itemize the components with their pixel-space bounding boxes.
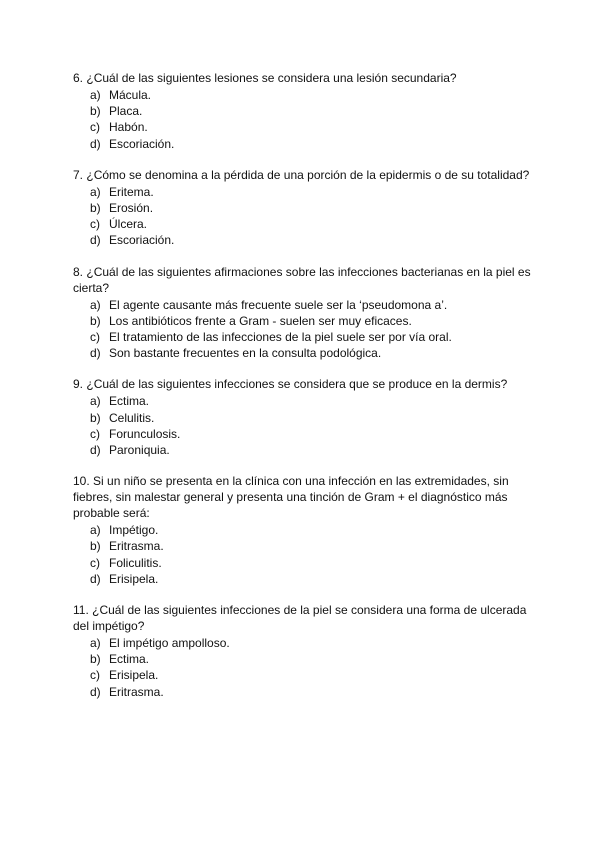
option-letter: b) [90,313,101,328]
option-text: El agente causante más frecuente suele ser la ‘pseudomona a’. [109,297,448,312]
question-number: 9. [73,377,84,392]
option-text: Los antibióticos frente a Gram - suelen ser muy eficaces. [109,313,412,328]
option-text: Paroniquia. [109,443,170,458]
question-stem: ¿Cómo se denomina a la pérdida de una porción de la epidermis o de su totalidad? [86,167,530,182]
option-d [73,136,533,152]
option-text: Úlcera. [109,217,148,232]
question-text [73,167,533,183]
question-stem: Si un niño se presenta en la clínica con una infección en las extremidades, sin fiebres, sin malestar general y presenta una tinción de Gram + el diagnóstico más probable será: [73,474,509,521]
option-text: Erisipela. [109,668,159,683]
question-11 [73,602,533,700]
option-c [73,216,533,232]
option-d [73,684,533,700]
option-text: Impétigo. [109,523,159,538]
option-letter: c) [90,555,100,570]
option-a [73,297,533,313]
option-text: El impétigo ampolloso. [109,636,230,651]
options-list [73,635,533,700]
question-text [73,264,533,296]
option-letter: c) [90,120,100,135]
option-c [73,426,533,442]
option-b [73,313,533,329]
document-page [73,70,533,715]
question-number: 11. [73,603,89,618]
option-text: Ectima. [109,394,150,409]
option-text: Celulitis. [109,410,155,425]
option-letter: d) [90,684,101,699]
option-letter: a) [90,394,101,409]
option-text: Placa. [109,104,143,119]
option-letter: a) [90,297,101,312]
option-letter: a) [90,636,101,651]
option-letter: d) [90,571,101,586]
option-c [73,119,533,135]
option-letter: a) [90,88,101,102]
option-text: Escoriación. [109,233,175,248]
option-b [73,200,533,216]
option-a [73,184,533,200]
question-stem: ¿Cuál de las siguientes lesiones se considera una lesión secundaria? [86,71,457,85]
option-letter: c) [90,668,100,683]
option-text: Forunculosis. [109,426,181,441]
option-d [73,571,533,587]
option-text: Eritrasma. [109,539,164,554]
option-text: Escoriación. [109,136,175,151]
option-c [73,667,533,683]
question-7 [73,167,533,249]
option-letter: c) [90,426,100,441]
option-letter: d) [90,346,101,361]
options-list [73,297,533,362]
question-6 [73,70,533,152]
question-stem: ¿Cuál de las siguientes infecciones se considera que se produce en la dermis? [86,377,508,392]
question-text [73,473,533,521]
option-letter: d) [90,443,101,458]
question-text [73,376,533,392]
question-number: 8. [73,264,84,279]
question-text [73,70,533,86]
option-letter: c) [90,217,100,232]
option-text: Son bastante frecuentes en la consulta podológica. [109,346,382,361]
question-text [73,602,533,634]
options-list [73,87,533,152]
option-letter: a) [90,523,101,538]
option-letter: c) [90,330,100,345]
question-number: 7. [73,167,84,182]
option-text: El tratamiento de las infecciones de la piel suele ser por vía oral. [109,330,452,345]
question-10 [73,473,533,587]
option-text: Ectima. [109,652,150,667]
option-b [73,410,533,426]
question-9 [73,376,533,458]
options-list [73,184,533,249]
option-text: Habón. [109,120,148,135]
question-stem: ¿Cuál de las siguientes afirmaciones sobre las infecciones bacterianas en la piel es cierta? [73,264,531,295]
options-list [73,393,533,458]
option-letter: b) [90,652,101,667]
option-b [73,103,533,119]
question-number: 6. [73,71,84,85]
question-8 [73,264,533,362]
option-a [73,87,533,103]
question-stem: ¿Cuál de las siguientes infecciones de la piel se considera una forma de ulcerada del impétigo? [73,603,527,634]
option-text: Erisipela. [109,571,159,586]
option-d [73,232,533,248]
option-text: Mácula. [109,88,152,102]
option-letter: b) [90,539,101,554]
option-d [73,442,533,458]
option-text: Foliculitis. [109,555,162,570]
option-letter: d) [90,233,101,248]
option-letter: a) [90,184,101,199]
option-letter: d) [90,136,101,151]
option-d [73,345,533,361]
option-a [73,393,533,409]
option-text: Erosión. [109,201,154,216]
option-c [73,555,533,571]
option-text: Eritrasma. [109,684,164,699]
option-a [73,522,533,538]
option-text: Eritema. [109,184,154,199]
option-letter: b) [90,410,101,425]
options-list [73,522,533,587]
option-letter: b) [90,201,101,216]
question-number: 10. [73,474,90,489]
option-c [73,329,533,345]
option-b [73,538,533,554]
option-letter: b) [90,104,101,119]
option-b [73,651,533,667]
option-a [73,635,533,651]
